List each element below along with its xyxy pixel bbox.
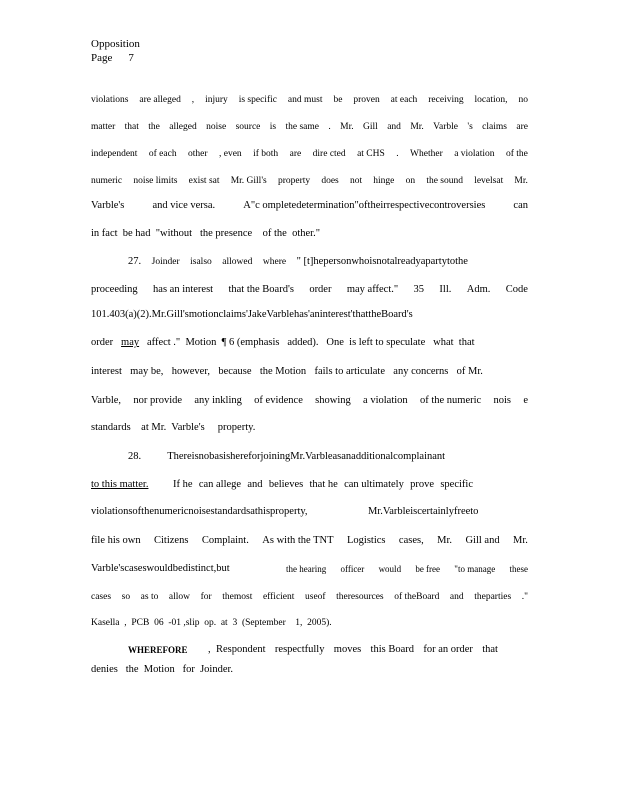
text-words — [173, 479, 473, 491]
text-word: . — [328, 122, 331, 132]
text-word: respectfully — [274, 644, 325, 655]
text-word: injury — [205, 95, 228, 105]
text-word: that — [124, 122, 139, 132]
text-word: "to manage — [454, 564, 496, 574]
text-word: Ill. — [439, 284, 452, 295]
text-word: Whether — [410, 149, 443, 159]
text-word: allow — [168, 592, 191, 602]
comma: , — [208, 644, 211, 655]
text-word: of the numeric — [419, 395, 482, 406]
text-word: and — [449, 592, 464, 602]
text-word: 35 — [413, 284, 425, 295]
text-line — [91, 395, 528, 407]
text-word: can ultimately — [344, 479, 404, 490]
text-word: proceeding — [91, 284, 138, 295]
page-header — [91, 37, 140, 65]
text-word: and must — [287, 95, 323, 105]
text-word: any concerns — [393, 366, 449, 377]
text-word: violations — [91, 95, 129, 105]
text-line: 101.403(a)(2).Mr.Gill'smotionclaims'JakeVarblehas'aninterest'thattheBoard's — [91, 309, 413, 320]
text-word: Gill — [363, 122, 378, 132]
text-word: would — [378, 564, 402, 574]
text-word: useof — [305, 592, 326, 602]
text-words — [208, 644, 498, 656]
text-word: receiving — [428, 95, 464, 105]
text-line — [91, 94, 528, 106]
text-word: officer — [340, 564, 365, 574]
text-word: may be, — [130, 366, 164, 377]
text-word: that — [482, 644, 498, 655]
text-word: showing — [315, 395, 351, 406]
text-word: fails to articulate — [314, 366, 386, 377]
text-word: Citizens — [154, 535, 189, 546]
text-word: nor provide — [133, 395, 183, 406]
text-word: order — [309, 284, 332, 295]
text-word: at CHS — [357, 149, 385, 159]
text-line — [91, 148, 528, 160]
text-word: Varble — [433, 122, 458, 132]
text-line — [91, 200, 528, 212]
text-word: so — [121, 592, 131, 602]
text-word: location, — [474, 95, 508, 105]
text-word: may affect." — [346, 284, 399, 295]
text-word: Mr. Gill's — [230, 176, 267, 186]
text-word: , — [191, 95, 195, 105]
wherefore-word: WHEREFORE — [128, 645, 188, 655]
text-word: other — [188, 149, 208, 159]
text-word: of each — [148, 149, 177, 159]
text-word: efficient — [262, 592, 295, 602]
header-page-line — [91, 51, 140, 65]
text-word: of the — [506, 149, 528, 159]
text-word: as to — [140, 592, 159, 602]
text-word: " [t]hepersonwhoisnotalreadyapartytothe — [296, 256, 468, 267]
text-word: theresources — [336, 592, 384, 602]
text-line — [91, 563, 528, 575]
text-line — [128, 644, 498, 656]
text-word: that he — [309, 479, 338, 490]
text-word: A"c ompletedetermination"oftheirrespectivecontroversies — [243, 200, 486, 211]
text-word: order — [91, 337, 114, 348]
text-word: ThereisnobasishereforjoiningMr.Varbleasanadditionalcomplainant — [167, 451, 446, 462]
text-word: of theBoard — [394, 592, 440, 602]
text-word: can allege — [198, 479, 242, 490]
text-word: for an order — [423, 644, 473, 655]
text-word: Mr.Varbleiscertainlyfreeto — [367, 506, 479, 517]
text-word: the — [148, 122, 160, 132]
paragraph-number: 28. — [128, 451, 142, 462]
text-word: no — [518, 95, 528, 105]
text-word: on — [405, 176, 416, 186]
text-line — [91, 506, 528, 518]
text-word: hinge — [373, 176, 395, 186]
text-word: Joinder — [151, 257, 180, 267]
text-word: Varble, — [91, 395, 122, 406]
text-word: theparties — [474, 592, 512, 602]
text-word: a violation — [363, 395, 408, 406]
text-word: proven — [353, 95, 380, 105]
text-word: a violation — [454, 149, 495, 159]
text-word: Respondent — [216, 644, 266, 655]
underlined-text: to this matter. — [91, 479, 149, 490]
text-word: claims — [482, 122, 507, 132]
text-word: e — [523, 395, 528, 406]
text-word: If he — [173, 479, 193, 490]
text-word: are — [289, 149, 302, 159]
text-word: Mr. — [514, 176, 528, 186]
text-word: prove — [410, 479, 435, 490]
text-line — [91, 535, 528, 547]
text-word: the hearing — [286, 564, 327, 574]
text-line — [91, 479, 473, 491]
text-word: 's — [467, 122, 473, 132]
text-word: are — [516, 122, 528, 132]
text-word: dire cted — [312, 149, 346, 159]
header-title: Opposition — [91, 38, 140, 50]
text-word: Mr. — [437, 535, 453, 546]
text-words — [216, 644, 498, 656]
text-word: moves — [333, 644, 362, 655]
text-word: Varble'scaseswouldbedistinct,but — [91, 563, 230, 574]
text-word: does — [321, 176, 339, 186]
emphasized-word: may — [121, 337, 140, 348]
text-line: standards at Mr. Varble's property. — [91, 422, 256, 433]
text-line — [91, 366, 483, 378]
text-word: and — [387, 122, 401, 132]
text-word: is — [269, 122, 277, 132]
text-word: of evidence — [254, 395, 303, 406]
text-word: is specific — [238, 95, 277, 105]
text-word: cases — [91, 592, 112, 602]
text-words — [286, 563, 528, 575]
text-word: because — [218, 366, 252, 377]
text-word: Code — [505, 284, 528, 295]
text-word: matter — [91, 122, 116, 132]
text-word: Mr. — [340, 122, 354, 132]
text-word: nois — [493, 395, 512, 406]
text-word: Logistics — [346, 535, 386, 546]
text-word: numeric — [91, 176, 123, 186]
text-word: Mr. — [513, 535, 528, 546]
text-word: Complaint. — [201, 535, 249, 546]
text-word: where — [262, 257, 287, 267]
text-word: for — [200, 592, 212, 602]
text-word: any inkling — [194, 395, 242, 406]
text-line: in fact be had "without the presence of the other." — [91, 228, 321, 239]
text-word: themost — [222, 592, 253, 602]
text-word: has an interest — [153, 284, 214, 295]
text-line: Kasella , PCB 06 -01 ,slip op. at 3 (September 1, 2005). — [91, 618, 332, 628]
text-word: allowed — [222, 257, 253, 267]
text-word: Varble's — [91, 200, 125, 211]
text-word: isalso — [190, 257, 212, 267]
paragraph-number: 27. — [128, 256, 142, 267]
text-word: the Motion — [259, 366, 307, 377]
text-word: this Board — [370, 644, 415, 655]
text-word: Mr. — [410, 122, 424, 132]
text-word: independent — [91, 149, 138, 159]
text-word: that the Board's — [228, 284, 294, 295]
text-word: specific — [440, 479, 473, 490]
text-word: the sound — [426, 176, 463, 186]
text-line — [91, 175, 528, 187]
header-page-number: 7 — [128, 52, 134, 64]
text-word: file his own — [91, 535, 141, 546]
text-word: if both — [253, 149, 279, 159]
text-line — [128, 256, 468, 268]
text-word: of Mr. — [456, 366, 483, 377]
text-word: believes — [268, 479, 304, 490]
text-word: are alleged — [139, 95, 181, 105]
text-word: noise limits — [133, 176, 178, 186]
text-word: . — [396, 149, 399, 159]
text-word: noise — [206, 122, 227, 132]
text-word: exist sat — [188, 176, 220, 186]
text-word: not — [349, 176, 363, 186]
text-word: be free — [415, 564, 441, 574]
text-line — [91, 591, 528, 603]
text-word: ." — [521, 592, 528, 602]
text-line — [128, 451, 565, 463]
text-word: however, — [171, 366, 211, 377]
text-word: can — [513, 200, 528, 211]
text-word: Gill and — [465, 535, 500, 546]
text-word: and — [247, 479, 263, 490]
text-word: be — [333, 95, 343, 105]
text-line — [91, 337, 491, 349]
text-word: levelsat — [474, 176, 504, 186]
text-word: source — [235, 122, 261, 132]
text-word: Adm. — [466, 284, 491, 295]
text-word: property — [277, 176, 311, 186]
header-page-label: Page — [91, 52, 113, 64]
text-word: interest — [91, 366, 122, 377]
text-word: violationsofthenumericnoisestandardsathisproperty, — [91, 506, 308, 517]
text-word: As with the TNT — [262, 535, 334, 546]
text-word: alleged — [169, 122, 197, 132]
text-word: these — [509, 564, 528, 574]
text-word: cases, — [398, 535, 424, 546]
text-word: affect ." Motion ¶ 6 (emphasis added). One is left to speculate what that — [146, 337, 475, 348]
text-word: and vice versa. — [152, 200, 216, 211]
text-line — [91, 121, 528, 133]
text-line: denies the Motion for Joinder. — [91, 664, 234, 675]
text-word: at each — [390, 95, 418, 105]
text-line — [91, 284, 528, 296]
text-word: , even — [218, 149, 242, 159]
text-word: the same — [285, 122, 320, 132]
